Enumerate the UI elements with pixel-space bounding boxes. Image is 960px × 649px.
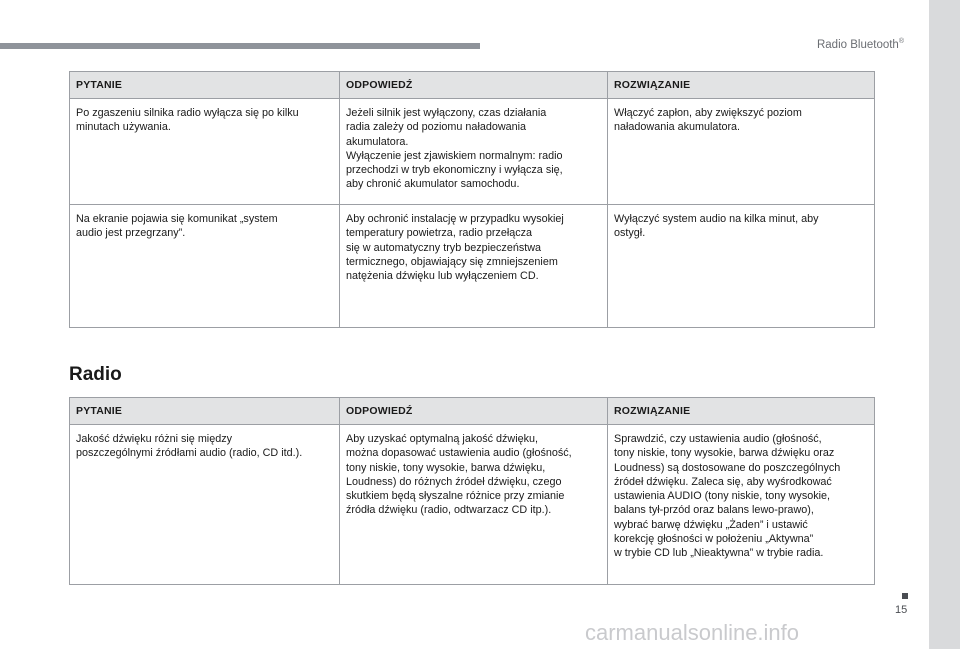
table-header-row [70, 72, 875, 99]
column-header-answer: ODPOWIEDŹ [340, 72, 608, 99]
answer-cell: Aby ochronić instalację w przypadku wysokiej temperatury powietrza, radio przełącza się w automatyczny tryb bezpieczeństwa termicznego, objawiający się zmniejszeniem natężenia dźwięku lub wyłączeniem CD. [340, 205, 608, 328]
solution-cell: Włączyć zapłon, aby zwiększyć poziom naładowania akumulatora. [608, 99, 875, 205]
question-cell: Po zgaszeniu silnika radio wyłącza się po kilku minutach używania. [70, 99, 340, 205]
table-header-row [70, 398, 875, 425]
table-row [70, 205, 875, 328]
table-row [70, 99, 875, 205]
page-side-strip [929, 0, 960, 649]
page-number: 15 [895, 604, 908, 616]
column-header-question: PYTANIE [70, 72, 340, 99]
page-marker [902, 593, 908, 599]
chapter-title: Radio Bluetooth® [816, 38, 904, 51]
watermark: carmanualsonline.info [585, 620, 800, 645]
column-header-solution: ROZWIĄZANIE [608, 398, 875, 425]
answer-cell: Aby uzyskać optymalną jakość dźwięku, można dopasować ustawienia audio (głośność, tony niskie, tony wysokie, barwa dźwięku, Loudness) do różnych źródeł dźwięku, czego skutkiem będą słyszalne różnice przy zmianie źródła dźwięku (radio, odtwarzacz CD itp.). [340, 425, 608, 585]
answer-cell: Jeżeli silnik jest wyłączony, czas działania radia zależy od poziomu naładowania akumulatora. Wyłączenie jest zjawiskiem normalnym: radio przechodzi w tryb ekonomiczny i wyłącza się, aby chronić akumulator samochodu. [340, 99, 608, 205]
question-cell: Jakość dźwięku różni się między poszczególnymi źródłami audio (radio, CD itd.). [70, 425, 340, 585]
troubleshooting-table-general [69, 71, 875, 328]
column-header-answer: ODPOWIEDŹ [340, 398, 608, 425]
section-title: Radio [69, 364, 122, 385]
solution-cell: Sprawdzić, czy ustawienia audio (głośność, tony niskie, tony wysokie, barwa dźwięku oraz Loudness) są dostosowane do poszczególnych źródeł dźwięku. Zaleca się, aby wyśrodkować ustawienia AUDIO (tony niskie, tony wysokie, balans tył-przód oraz balans lewo-prawo), wybrać barwę dźwięku „Żaden” i ustawić korekcję głośności w położeniu „Aktywna” w trybie CD lub „Nieaktywna” w trybie radia. [608, 425, 875, 585]
column-header-question: PYTANIE [70, 398, 340, 425]
troubleshooting-table-radio [69, 397, 875, 585]
column-header-solution: ROZWIĄZANIE [608, 72, 875, 99]
table-row [70, 425, 875, 585]
question-cell: Na ekranie pojawia się komunikat „system audio jest przegrzany”. [70, 205, 340, 328]
registered-mark: ® [898, 38, 904, 45]
header-rule [0, 43, 480, 49]
solution-cell: Wyłączyć system audio na kilka minut, aby ostygł. [608, 205, 875, 328]
